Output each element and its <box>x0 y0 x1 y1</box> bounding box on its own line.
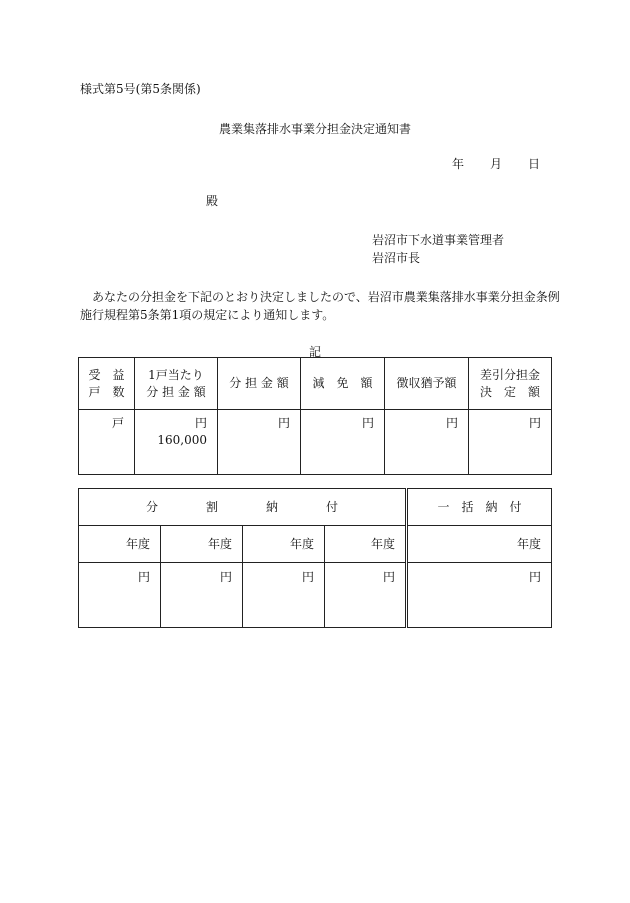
header-share-amount: 分 担 金 額 <box>218 358 301 410</box>
header-reduction-amount: 減 免 額 <box>301 358 385 410</box>
payment-table <box>78 488 552 628</box>
lump-sum-amount: 円 <box>407 563 552 628</box>
recipient-suffix: 殿 <box>206 194 219 208</box>
payment-amount-row <box>79 563 552 628</box>
lump-sum-year: 年度 <box>407 526 552 563</box>
header-deferral-amount: 徴収猶予額 <box>385 358 469 410</box>
issuer-name: 岩沼市長 <box>372 251 421 265</box>
installment-year-2: 年度 <box>161 526 243 563</box>
issuer-title: 岩沼市下水道事業管理者 <box>372 233 505 247</box>
installment-year-4: 年度 <box>325 526 407 563</box>
deferral-cell: 円 <box>385 410 469 475</box>
header-final-amount: 差引分担金 決 定 額 <box>469 358 552 410</box>
ki-heading: 記 <box>308 345 321 359</box>
share-amount-cell: 円 <box>218 410 301 475</box>
fiscal-year-row <box>79 526 552 563</box>
installment-payment-header: 分 割 納 付 <box>79 489 407 526</box>
installment-year-1: 年度 <box>79 526 161 563</box>
form-number: 様式第5号(第5条関係) <box>80 82 201 96</box>
date-year: 年 <box>452 157 465 171</box>
households-cell: 戸 <box>79 410 135 475</box>
installment-amount-2: 円 <box>161 563 243 628</box>
date-line <box>452 155 540 172</box>
summary-value-row <box>79 410 552 475</box>
body-paragraph <box>80 288 560 324</box>
header-per-household-amount: 1戸当たり 分 担 金 額 <box>135 358 218 410</box>
per-household-cell: 円 160,000 <box>135 410 218 475</box>
installment-amount-4: 円 <box>325 563 407 628</box>
lump-sum-payment-header: 一 括 納 付 <box>407 489 552 526</box>
payment-header-row <box>79 489 552 526</box>
installment-amount-3: 円 <box>243 563 325 628</box>
body-text: あなたの分担金を下記のとおり決定しましたので、岩沼市農業集落排水事業分担金条例施行規程第5条第1項の規定により通知します。 <box>80 290 560 322</box>
date-day: 日 <box>528 157 541 171</box>
document-title: 農業集落排水事業分担金決定通知書 <box>218 122 411 136</box>
final-amount-cell: 円 <box>469 410 552 475</box>
summary-table <box>78 357 552 475</box>
reduction-cell: 円 <box>301 410 385 475</box>
date-month: 月 <box>490 157 503 171</box>
per-household-value: 160,000 <box>157 433 207 447</box>
summary-header-row <box>79 358 552 410</box>
installment-year-3: 年度 <box>243 526 325 563</box>
header-beneficiary-households: 受 益 戸 数 <box>79 358 135 410</box>
installment-amount-1: 円 <box>79 563 161 628</box>
